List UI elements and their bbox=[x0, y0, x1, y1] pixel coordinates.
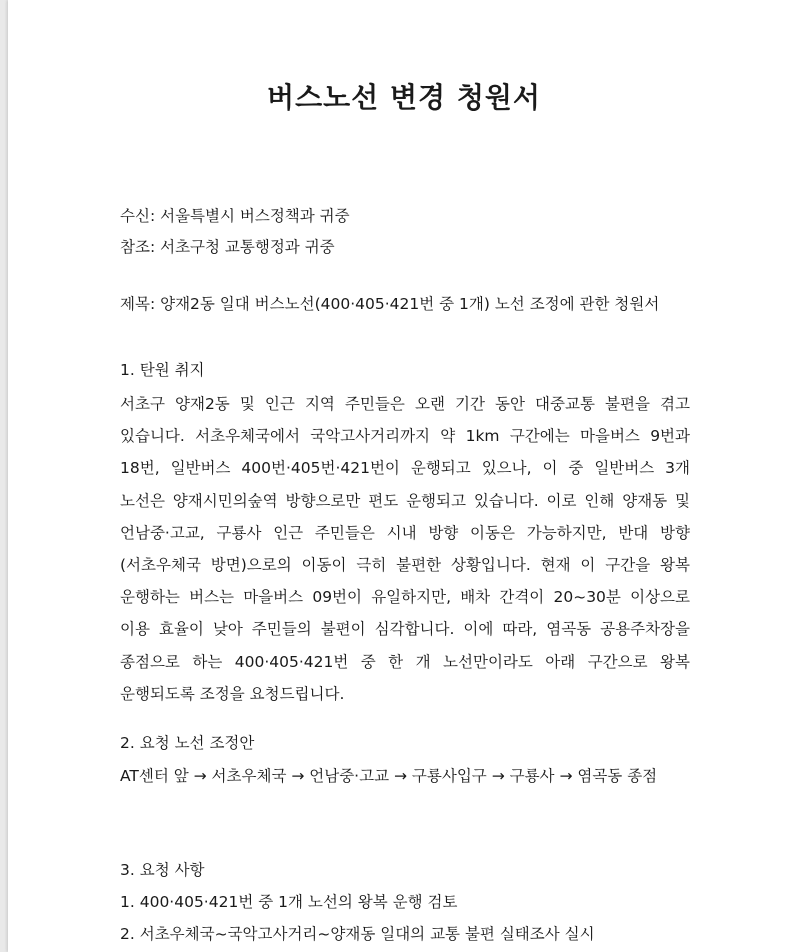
subject-line: 제목: 양재2동 일대 버스노선(400·405·421번 중 1개) 노선 조정에 관한 청원서 bbox=[120, 295, 660, 313]
document-title: 버스노선 변경 청원서 bbox=[267, 81, 541, 114]
request-item: 2. 서초우체국~국악고사거리~양재동 일대의 교통 불편 실태조사 실시 bbox=[120, 925, 595, 943]
document-page bbox=[8, 0, 800, 952]
section-1-body: 서초구 양재2동 및 인근 지역 주민들은 오랜 기간 동안 대중교통 불편을 겪고 있습니다. 서초우체국에서 국악고사거리까지 약 1km 구간에는 마을버스 9번과 18번, 일반버스 400번·405번·421번이 운행되고 있으나, 이 중 일반버스 3개 노선은 양재시민의숲역 방향으로만 편도 운행되고 있습니다. 이로 인해 양재동 및 언남중·고교, 구룡사 인근 주민들은 시내 방향 이동은 가능하지만, 반대 방향(서초우체국 방면)으로의 이동이 극히 불편한 상황입니다. 현재 이 구간을 왕복 운행하는 버스는 마을버스 09번이 유일하지만, 배차 간격이 20~30분 이상으로 이용 효율이 낮아 주민들의 불편이 심각합니다. 이에 따라, 염곡동 공용주차장을 종점으로 하는 400·405·421번 중 한 개 노선만이라도 아래 구간으로 왕복 운행되도록 조정을 요청드립니다. bbox=[120, 395, 690, 703]
section-2-body: AT센터 앞 → 서초우체국 → 언남중·고교 → 구룡사입구 → 구룡사 → 염곡동 종점 bbox=[120, 767, 658, 785]
section-1-heading: 1. 탄원 취지 bbox=[120, 361, 205, 379]
recipient-line: 수신: 서울특별시 버스정책과 귀중 bbox=[120, 207, 350, 225]
request-item: 1. 400·405·421번 중 1개 노선의 왕복 운행 검토 bbox=[120, 893, 458, 911]
reference-line: 참조: 서초구청 교통행정과 귀중 bbox=[120, 238, 335, 256]
section-3-heading: 3. 요청 사항 bbox=[120, 861, 205, 879]
section-2-heading: 2. 요청 노선 조정안 bbox=[120, 734, 255, 752]
